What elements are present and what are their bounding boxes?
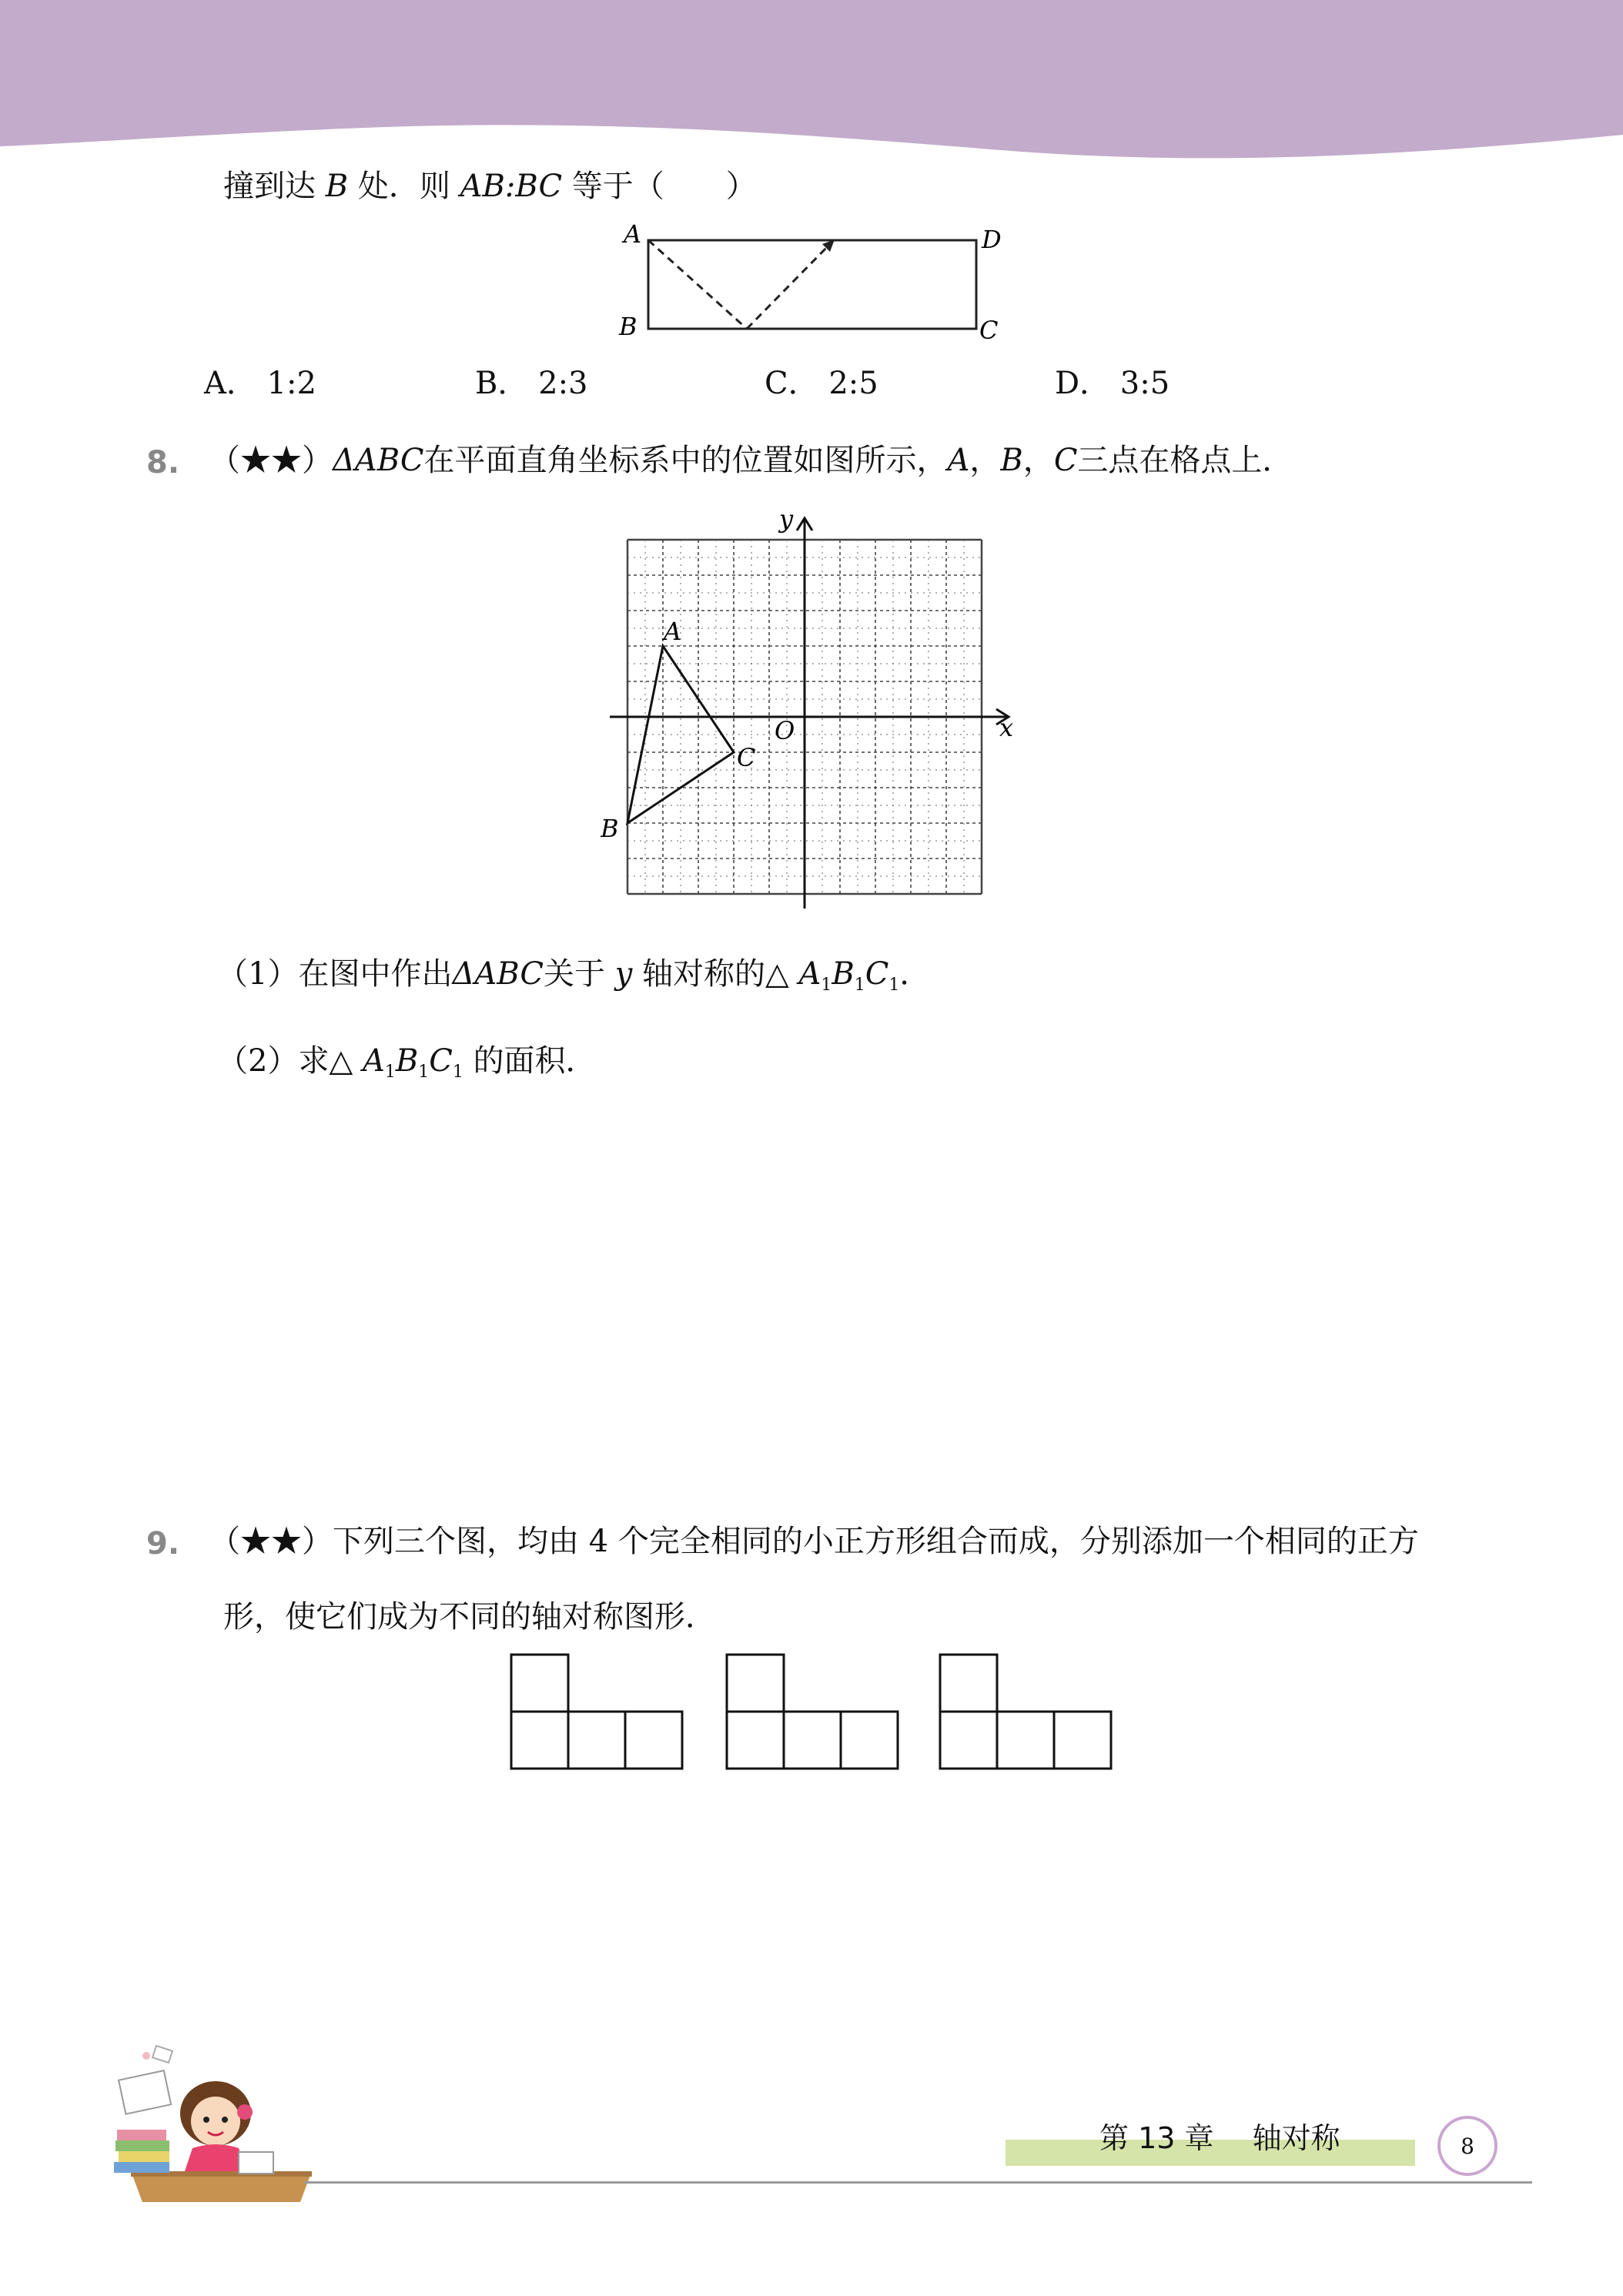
q9-line-2: 形，使它们成为不同的轴对称图形．	[223, 1599, 716, 1635]
footer-rule	[304, 2181, 1532, 2184]
label-A: A	[624, 219, 642, 249]
q9-line-1: （★★）下列三个图，均由 4 个完全相同的小正方形组合而成，分别添加一个相同的正方	[209, 1524, 1419, 1559]
footer-girl-reading-illustration	[100, 2044, 323, 2210]
q7-option-b: B． 2:3	[475, 366, 588, 401]
x-axis-label: x	[999, 713, 1014, 742]
page-number-badge	[1437, 2116, 1498, 2176]
origin-label: O	[775, 716, 795, 745]
q7-option-c: C． 2:5	[765, 366, 878, 401]
figure-2	[727, 1655, 898, 1769]
dashed-path-up	[747, 243, 832, 329]
q8-part-1: （1）在图中作出ΔABC关于 y 轴对称的△ $A_1B_1C_1$．	[217, 956, 931, 995]
label-C: C	[979, 316, 999, 345]
q9-number: 9.	[146, 1526, 180, 1561]
q7-option-d: D． 3:5	[1055, 366, 1170, 401]
q8-coordinate-grid	[601, 504, 1032, 920]
point-A-label: A	[664, 617, 682, 646]
triangle-ABC	[627, 646, 734, 823]
label-B: B	[619, 312, 637, 341]
q8-stem: （★★）ΔABC在平面直角坐标系中的位置如图所示，A，B，C三点在格点上．	[209, 443, 1293, 478]
q7-continuation: 撞到达 B 处．则 AB:BC 等于（ ）	[223, 169, 757, 204]
point-C-label: C	[737, 743, 756, 772]
y-axis-label: y	[779, 504, 794, 534]
q8-number: 8.	[146, 445, 180, 480]
point-B-label: B	[601, 814, 619, 843]
figure-3	[940, 1655, 1111, 1769]
page-number: 8	[1461, 2133, 1474, 2159]
q7-rectangle-figure	[616, 219, 1016, 346]
q7-option-a: A． 1:2	[204, 366, 316, 401]
q8-part-2: （2）求△ $A_1B_1C_1$ 的面积．	[217, 1043, 597, 1082]
dashed-path-down	[648, 240, 747, 329]
label-D: D	[982, 225, 1002, 254]
header-wave-banner	[0, 0, 1623, 177]
q9-square-figures	[508, 1652, 1124, 1771]
figure-1	[511, 1655, 682, 1769]
footer-chapter-title: 第 13 章 轴对称	[1099, 2121, 1340, 2155]
